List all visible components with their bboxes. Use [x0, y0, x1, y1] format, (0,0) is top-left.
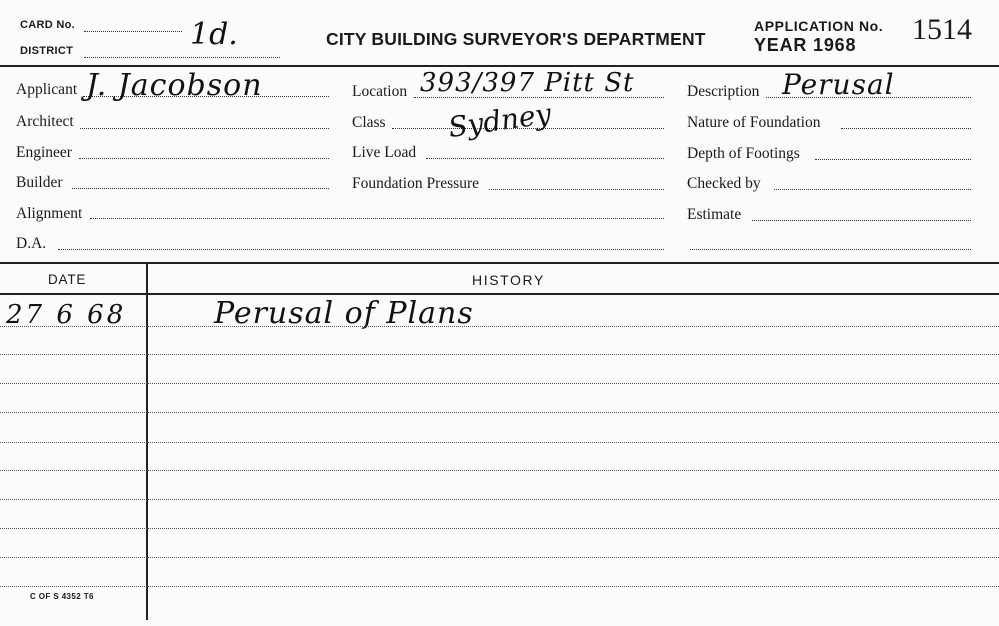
nature-of-foundation-label: Nature of Foundation [687, 114, 821, 131]
history-line [0, 326, 999, 327]
depth-of-footings-line [815, 159, 971, 160]
history-top-rule [0, 262, 999, 264]
live-load-label: Live Load [352, 144, 417, 161]
engineer-label: Engineer [16, 144, 72, 161]
history-line [0, 412, 999, 413]
history-line [0, 586, 999, 587]
estimate-line [752, 220, 971, 221]
applicant-value: J. Jacobson [86, 68, 263, 103]
history-line [0, 557, 999, 558]
builder-label: Builder [16, 174, 63, 191]
architect-label: Architect [16, 113, 74, 130]
card-no-label: CARD No. [20, 19, 75, 31]
header-rule [0, 65, 999, 67]
architect-line [80, 128, 329, 129]
alignment-line [90, 218, 664, 219]
history-line [0, 499, 999, 500]
class-label: Class [352, 114, 386, 131]
depth-of-footings-label: Depth of Footings [687, 145, 800, 162]
history-header: HISTORY [472, 272, 545, 288]
checked-by-line [774, 189, 971, 190]
applicant-label: Applicant [16, 81, 78, 98]
builder-line [72, 188, 329, 189]
year-label: YEAR 1968 [754, 35, 857, 55]
da-label: D.A. [16, 235, 47, 252]
description-label: Description [687, 83, 760, 100]
engineer-line [79, 158, 329, 159]
application-no-label: APPLICATION No. [754, 18, 884, 34]
card-no-line [84, 31, 182, 32]
estimate-label: Estimate [687, 206, 742, 223]
date-header: DATE [48, 272, 87, 287]
history-entry-text: Perusal of Plans [214, 296, 474, 331]
history-header-rule [0, 293, 999, 295]
nature-of-foundation-line [841, 128, 971, 129]
district-label: DISTRICT [20, 45, 74, 57]
form-code: C OF S 4352 T6 [30, 592, 94, 601]
estimate-extra-line [690, 249, 971, 250]
district-value: 1d. [190, 17, 238, 52]
checked-by-label: Checked by [687, 175, 761, 192]
foundation-pressure-label: Foundation Pressure [352, 175, 480, 192]
description-value: Perusal [782, 68, 895, 101]
location-value: 393/397 Pitt St [420, 68, 635, 98]
live-load-line [426, 158, 664, 159]
da-line [58, 249, 664, 250]
history-line [0, 442, 999, 443]
location-label: Location [352, 83, 408, 100]
alignment-label: Alignment [16, 205, 83, 222]
department-title: CITY BUILDING SURVEYOR'S DEPARTMENT [326, 29, 706, 49]
district-line [84, 57, 280, 58]
foundation-pressure-line [489, 189, 664, 190]
class-value: Sydney [446, 96, 554, 145]
history-line [0, 354, 999, 355]
history-line [0, 383, 999, 384]
history-line [0, 470, 999, 471]
application-no-value: 1514 [912, 13, 972, 46]
history-line [0, 528, 999, 529]
history-entry-date: 27 6 68 [6, 300, 127, 330]
